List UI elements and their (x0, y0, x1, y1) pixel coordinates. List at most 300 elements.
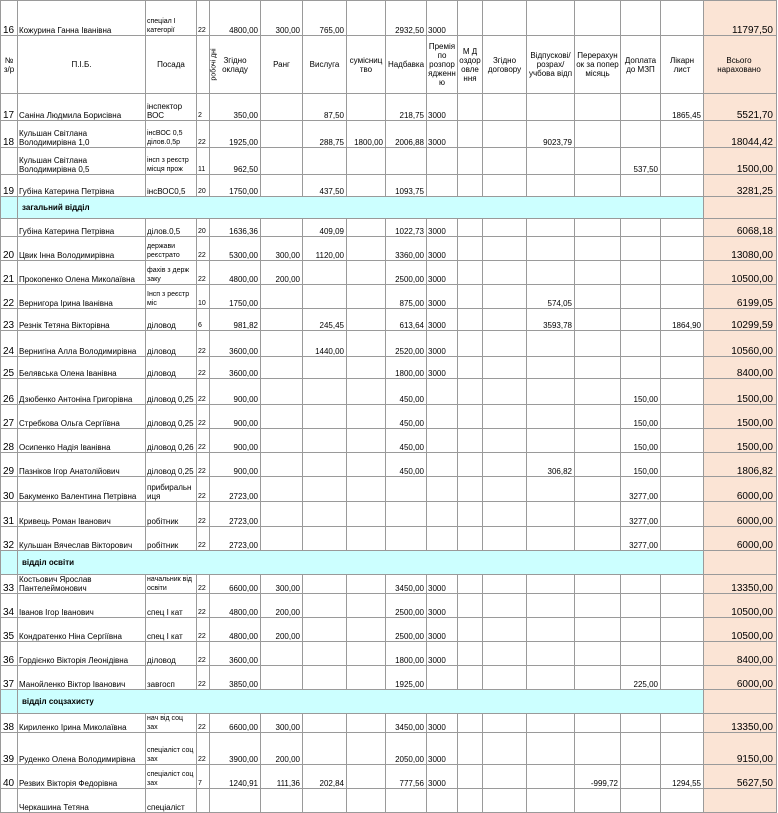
employee-name: Пазніков Ігор Анатолійович (18, 453, 146, 477)
table-row (1, 1, 777, 36)
cell-md (458, 429, 483, 453)
cell-vacation (527, 594, 575, 618)
cell-contract (483, 642, 527, 666)
cell-total: 10299,59 (704, 309, 777, 331)
header-md: М Д оздоровлення (458, 36, 483, 94)
cell-msp: 537,50 (621, 148, 661, 175)
cell-sick (661, 594, 704, 618)
header-position: Посада (146, 36, 197, 94)
cell-md (458, 94, 483, 121)
row-number: 26 (1, 379, 18, 405)
cell-total: 3281,25 (704, 175, 777, 197)
cell-msp: 150,00 (621, 379, 661, 405)
cell-total: 5627,50 (704, 765, 777, 789)
employee-position: прибиральниця (146, 477, 197, 502)
section-row (1, 551, 777, 575)
cell-combining (347, 309, 386, 331)
cell-premium (427, 502, 458, 527)
row-number: 18 (1, 121, 18, 148)
cell-recalc (575, 94, 621, 121)
cell-seniority (303, 453, 347, 477)
work-days: 22 (197, 405, 210, 429)
cell-contract (483, 765, 527, 789)
cell-recalc (575, 357, 621, 379)
cell-md (458, 594, 483, 618)
header-total: Всього нараховано (704, 36, 777, 94)
cell-rank: 200,00 (261, 594, 303, 618)
cell-total: 6199,05 (704, 285, 777, 309)
cell-recalc (575, 477, 621, 502)
cell-sick (661, 219, 704, 237)
cell-vacation: 9023,79 (527, 121, 575, 148)
row-number: 31 (1, 502, 18, 527)
cell-premium: 3000 (427, 237, 458, 261)
employee-name: Іванов Ігор Іванович (18, 594, 146, 618)
cell-bonus: 1022,73 (386, 219, 427, 237)
row-number: 39 (1, 733, 18, 765)
cell-total: 6000,00 (704, 502, 777, 527)
cell-premium (427, 527, 458, 551)
cell-rank (261, 789, 303, 813)
cell-combining (347, 477, 386, 502)
cell-combining (347, 453, 386, 477)
work-days: 2 (197, 94, 210, 121)
cell-vacation (527, 219, 575, 237)
employee-position: діловод 0,25 (146, 379, 197, 405)
cell-sick (661, 666, 704, 690)
cell-seniority (303, 666, 347, 690)
employee-position: робітник (146, 527, 197, 551)
cell-salary: 1636,36 (210, 219, 261, 237)
employee-name: Цвик Інна Володимирівна (18, 237, 146, 261)
cell-salary: 3600,00 (210, 357, 261, 379)
employee-position: діловод 0,25 (146, 405, 197, 429)
row-number: 17 (1, 94, 18, 121)
employee-position: держави реєстрато (146, 237, 197, 261)
cell-contract (483, 237, 527, 261)
cell-msp (621, 618, 661, 642)
row-number: 38 (1, 714, 18, 733)
table-row (1, 121, 777, 148)
cell-total: 13080,00 (704, 237, 777, 261)
cell-seniority (303, 575, 347, 594)
cell-bonus: 2500,00 (386, 594, 427, 618)
cell-premium (427, 379, 458, 405)
cell-seniority (303, 618, 347, 642)
row-number: 20 (1, 237, 18, 261)
cell-total: 13350,00 (704, 714, 777, 733)
work-days: 22 (197, 502, 210, 527)
cell-vacation (527, 237, 575, 261)
cell-recalc (575, 175, 621, 197)
cell-recalc (575, 261, 621, 285)
header-salary: Згідно окладу (210, 36, 261, 94)
cell-combining (347, 502, 386, 527)
cell-combining (347, 594, 386, 618)
cell-combining (347, 1, 386, 36)
cell-md (458, 121, 483, 148)
header-rank: Ранг (261, 36, 303, 94)
cell-premium (427, 789, 458, 813)
cell-salary: 900,00 (210, 429, 261, 453)
table-row (1, 175, 777, 197)
cell-rank: 300,00 (261, 714, 303, 733)
cell-rank: 111,36 (261, 765, 303, 789)
cell-seniority (303, 379, 347, 405)
cell-combining (347, 618, 386, 642)
cell-vacation (527, 357, 575, 379)
cell-bonus: 2932,50 (386, 1, 427, 36)
cell-total: 6068,18 (704, 219, 777, 237)
table-row (1, 429, 777, 453)
cell-total: 6000,00 (704, 477, 777, 502)
cell-sick (661, 575, 704, 594)
cell-msp (621, 121, 661, 148)
cell-salary: 2723,00 (210, 502, 261, 527)
cell-salary: 2723,00 (210, 527, 261, 551)
table-row (1, 148, 777, 175)
cell-total: 6000,00 (704, 666, 777, 690)
cell-premium: 3000 (427, 733, 458, 765)
cell-combining (347, 765, 386, 789)
cell-total: 10500,00 (704, 618, 777, 642)
cell-salary: 900,00 (210, 405, 261, 429)
cell-msp (621, 594, 661, 618)
cell-recalc (575, 666, 621, 690)
cell-sick (661, 331, 704, 357)
cell-contract (483, 285, 527, 309)
cell-salary: 4800,00 (210, 594, 261, 618)
cell-recalc (575, 594, 621, 618)
cell-combining (347, 357, 386, 379)
cell-vacation (527, 175, 575, 197)
cell-total: 1500,00 (704, 379, 777, 405)
cell-bonus (386, 502, 427, 527)
cell-seniority (303, 285, 347, 309)
cell-combining (347, 733, 386, 765)
cell-recalc (575, 285, 621, 309)
cell-contract (483, 331, 527, 357)
cell-sick (661, 429, 704, 453)
cell-sick (661, 527, 704, 551)
cell-sick (661, 618, 704, 642)
cell-premium: 3000 (427, 575, 458, 594)
cell-combining (347, 94, 386, 121)
cell-seniority: 1440,00 (303, 331, 347, 357)
cell-rank: 300,00 (261, 237, 303, 261)
cell-combining (347, 175, 386, 197)
cell-rank (261, 121, 303, 148)
section-spacer (1, 551, 18, 575)
cell-vacation (527, 261, 575, 285)
column-header-row (1, 36, 777, 94)
header-days (197, 36, 218, 94)
table-row (1, 733, 777, 765)
cell-sick (661, 121, 704, 148)
cell-vacation (527, 789, 575, 813)
cell-contract (483, 121, 527, 148)
employee-name: Кульшан Вячеслав Вікторович (18, 527, 146, 551)
cell-bonus: 1093,75 (386, 175, 427, 197)
row-number: 28 (1, 429, 18, 453)
cell-rank: 300,00 (261, 575, 303, 594)
cell-recalc (575, 429, 621, 453)
cell-bonus (386, 527, 427, 551)
cell-total: 9150,00 (704, 733, 777, 765)
table-row (1, 527, 777, 551)
cell-salary: 962,50 (210, 148, 261, 175)
cell-total: 8400,00 (704, 642, 777, 666)
cell-rank: 200,00 (261, 733, 303, 765)
cell-msp (621, 789, 661, 813)
cell-rank (261, 429, 303, 453)
employee-name: Саніна Людмила Борисівна (18, 94, 146, 121)
cell-vacation (527, 379, 575, 405)
cell-md (458, 618, 483, 642)
section-title: загальний відділ (18, 197, 704, 219)
cell-contract (483, 357, 527, 379)
section-spacer (1, 197, 18, 219)
cell-seniority (303, 733, 347, 765)
employee-name: Черкашина Тетяна (18, 789, 146, 813)
cell-salary (210, 789, 261, 813)
cell-msp (621, 357, 661, 379)
cell-recalc (575, 379, 621, 405)
cell-rank (261, 642, 303, 666)
cell-vacation (527, 331, 575, 357)
header-days-label: робочі дні (210, 48, 218, 81)
employee-position: Інсп з реєстр міс (146, 285, 197, 309)
cell-msp: 225,00 (621, 666, 661, 690)
cell-recalc (575, 219, 621, 237)
cell-seniority: 202,84 (303, 765, 347, 789)
employee-position: завгосп (146, 666, 197, 690)
cell-msp (621, 765, 661, 789)
section-total-cell (704, 690, 777, 714)
cell-recalc (575, 453, 621, 477)
cell-bonus: 3450,00 (386, 575, 427, 594)
section-title: відділ соцзахисту (18, 690, 704, 714)
cell-recalc (575, 575, 621, 594)
table-row (1, 331, 777, 357)
cell-seniority (303, 642, 347, 666)
employee-name: Гордієнко Вікторія Леонідівна (18, 642, 146, 666)
cell-md (458, 527, 483, 551)
work-days: 22 (197, 331, 210, 357)
cell-recalc (575, 642, 621, 666)
cell-seniority (303, 429, 347, 453)
cell-md (458, 309, 483, 331)
work-days: 22 (197, 237, 210, 261)
cell-premium: 3000 (427, 261, 458, 285)
employee-name: Осипенко Надія Іванівна (18, 429, 146, 453)
cell-combining (347, 789, 386, 813)
cell-sick: 1865,45 (661, 94, 704, 121)
cell-contract (483, 309, 527, 331)
cell-total: 1500,00 (704, 429, 777, 453)
cell-sick (661, 789, 704, 813)
cell-rank (261, 502, 303, 527)
cell-premium: 3000 (427, 94, 458, 121)
cell-msp: 3277,00 (621, 527, 661, 551)
cell-total: 13350,00 (704, 575, 777, 594)
table-row (1, 309, 777, 331)
work-days: 22 (197, 733, 210, 765)
row-number (1, 219, 18, 237)
employee-name: Кириленко Ірина Миколаївна (18, 714, 146, 733)
cell-sick (661, 237, 704, 261)
cell-bonus: 875,00 (386, 285, 427, 309)
cell-seniority: 1120,00 (303, 237, 347, 261)
cell-sick (661, 175, 704, 197)
cell-recalc (575, 237, 621, 261)
cell-vacation (527, 148, 575, 175)
employee-position: начальник від освіти (146, 575, 197, 594)
cell-total: 6000,00 (704, 527, 777, 551)
row-number: 22 (1, 285, 18, 309)
cell-seniority: 409,09 (303, 219, 347, 237)
employee-position: ділов.0,5 (146, 219, 197, 237)
work-days: 7 (197, 765, 210, 789)
cell-recalc (575, 502, 621, 527)
cell-rank (261, 477, 303, 502)
employee-position: нач від соц зах (146, 714, 197, 733)
cell-bonus: 2006,88 (386, 121, 427, 148)
employee-name: Руденко Олена Володимирівна (18, 733, 146, 765)
employee-name: Губіна Катерина Петрівна (18, 219, 146, 237)
cell-md (458, 733, 483, 765)
cell-combining (347, 527, 386, 551)
work-days: 22 (197, 527, 210, 551)
cell-total: 11797,50 (704, 1, 777, 36)
cell-seniority (303, 714, 347, 733)
table-row (1, 94, 777, 121)
table-row (1, 477, 777, 502)
table-row (1, 642, 777, 666)
cell-seniority: 87,50 (303, 94, 347, 121)
cell-salary: 3600,00 (210, 331, 261, 357)
cell-recalc (575, 714, 621, 733)
cell-msp (621, 175, 661, 197)
section-spacer (1, 690, 18, 714)
cell-vacation (527, 94, 575, 121)
employee-position: спец І кат (146, 618, 197, 642)
cell-msp (621, 237, 661, 261)
cell-rank (261, 331, 303, 357)
row-number: 30 (1, 477, 18, 502)
table-row (1, 765, 777, 789)
cell-vacation (527, 429, 575, 453)
cell-combining (347, 666, 386, 690)
table-row (1, 405, 777, 429)
employee-position: діловод 0,25 (146, 453, 197, 477)
cell-combining (347, 405, 386, 429)
cell-seniority (303, 357, 347, 379)
cell-msp (621, 94, 661, 121)
cell-vacation (527, 502, 575, 527)
cell-salary: 5300,00 (210, 237, 261, 261)
cell-md (458, 666, 483, 690)
cell-rank (261, 285, 303, 309)
cell-vacation (527, 1, 575, 36)
employee-position: діловод (146, 642, 197, 666)
cell-contract (483, 379, 527, 405)
row-number: 16 (1, 1, 18, 36)
section-total-cell (704, 197, 777, 219)
cell-vacation: 306,82 (527, 453, 575, 477)
section-row (1, 197, 777, 219)
cell-bonus: 777,56 (386, 765, 427, 789)
cell-recalc (575, 309, 621, 331)
cell-combining (347, 285, 386, 309)
cell-bonus (386, 148, 427, 175)
cell-rank (261, 94, 303, 121)
cell-sick (661, 733, 704, 765)
row-number: 23 (1, 309, 18, 331)
cell-salary: 6600,00 (210, 575, 261, 594)
work-days: 22 (197, 357, 210, 379)
cell-premium: 3000 (427, 309, 458, 331)
cell-rank: 200,00 (261, 261, 303, 285)
cell-md (458, 789, 483, 813)
cell-md (458, 714, 483, 733)
section-title: відділ освіти (18, 551, 704, 575)
cell-salary: 2723,00 (210, 477, 261, 502)
cell-recalc (575, 148, 621, 175)
cell-contract (483, 527, 527, 551)
cell-rank (261, 666, 303, 690)
cell-msp: 150,00 (621, 453, 661, 477)
cell-msp (621, 219, 661, 237)
cell-msp: 3277,00 (621, 502, 661, 527)
table-row (1, 261, 777, 285)
cell-seniority: 765,00 (303, 1, 347, 36)
employee-name: Кульшан Світлана Володимирівна 0,5 (18, 148, 146, 175)
row-number: 34 (1, 594, 18, 618)
row-number: 24 (1, 331, 18, 357)
cell-combining: 1800,00 (347, 121, 386, 148)
cell-premium: 3000 (427, 357, 458, 379)
cell-contract (483, 453, 527, 477)
cell-contract (483, 789, 527, 813)
cell-combining (347, 219, 386, 237)
cell-vacation (527, 642, 575, 666)
cell-sick (661, 379, 704, 405)
cell-md (458, 405, 483, 429)
employee-name: Вернигіна Алла Володимирівна (18, 331, 146, 357)
employee-name: Прокопенко Олена Миколаївна (18, 261, 146, 285)
header-vacation: Відпускові/ розрах/ учбова відп (527, 36, 575, 94)
cell-contract (483, 94, 527, 121)
section-total-cell (704, 551, 777, 575)
cell-msp: 3277,00 (621, 477, 661, 502)
employee-name: Бакуменко Валентина Петрівна (18, 477, 146, 502)
work-days: 22 (197, 1, 210, 36)
cell-md (458, 477, 483, 502)
cell-combining (347, 261, 386, 285)
cell-seniority: 288,75 (303, 121, 347, 148)
row-number: 21 (1, 261, 18, 285)
cell-combining (347, 331, 386, 357)
employee-position: діловод (146, 309, 197, 331)
row-number (1, 148, 18, 175)
row-number: 40 (1, 765, 18, 789)
cell-rank (261, 175, 303, 197)
employee-position: фахів з держ заку (146, 261, 197, 285)
cell-salary: 981,82 (210, 309, 261, 331)
cell-bonus: 2520,00 (386, 331, 427, 357)
cell-md (458, 357, 483, 379)
